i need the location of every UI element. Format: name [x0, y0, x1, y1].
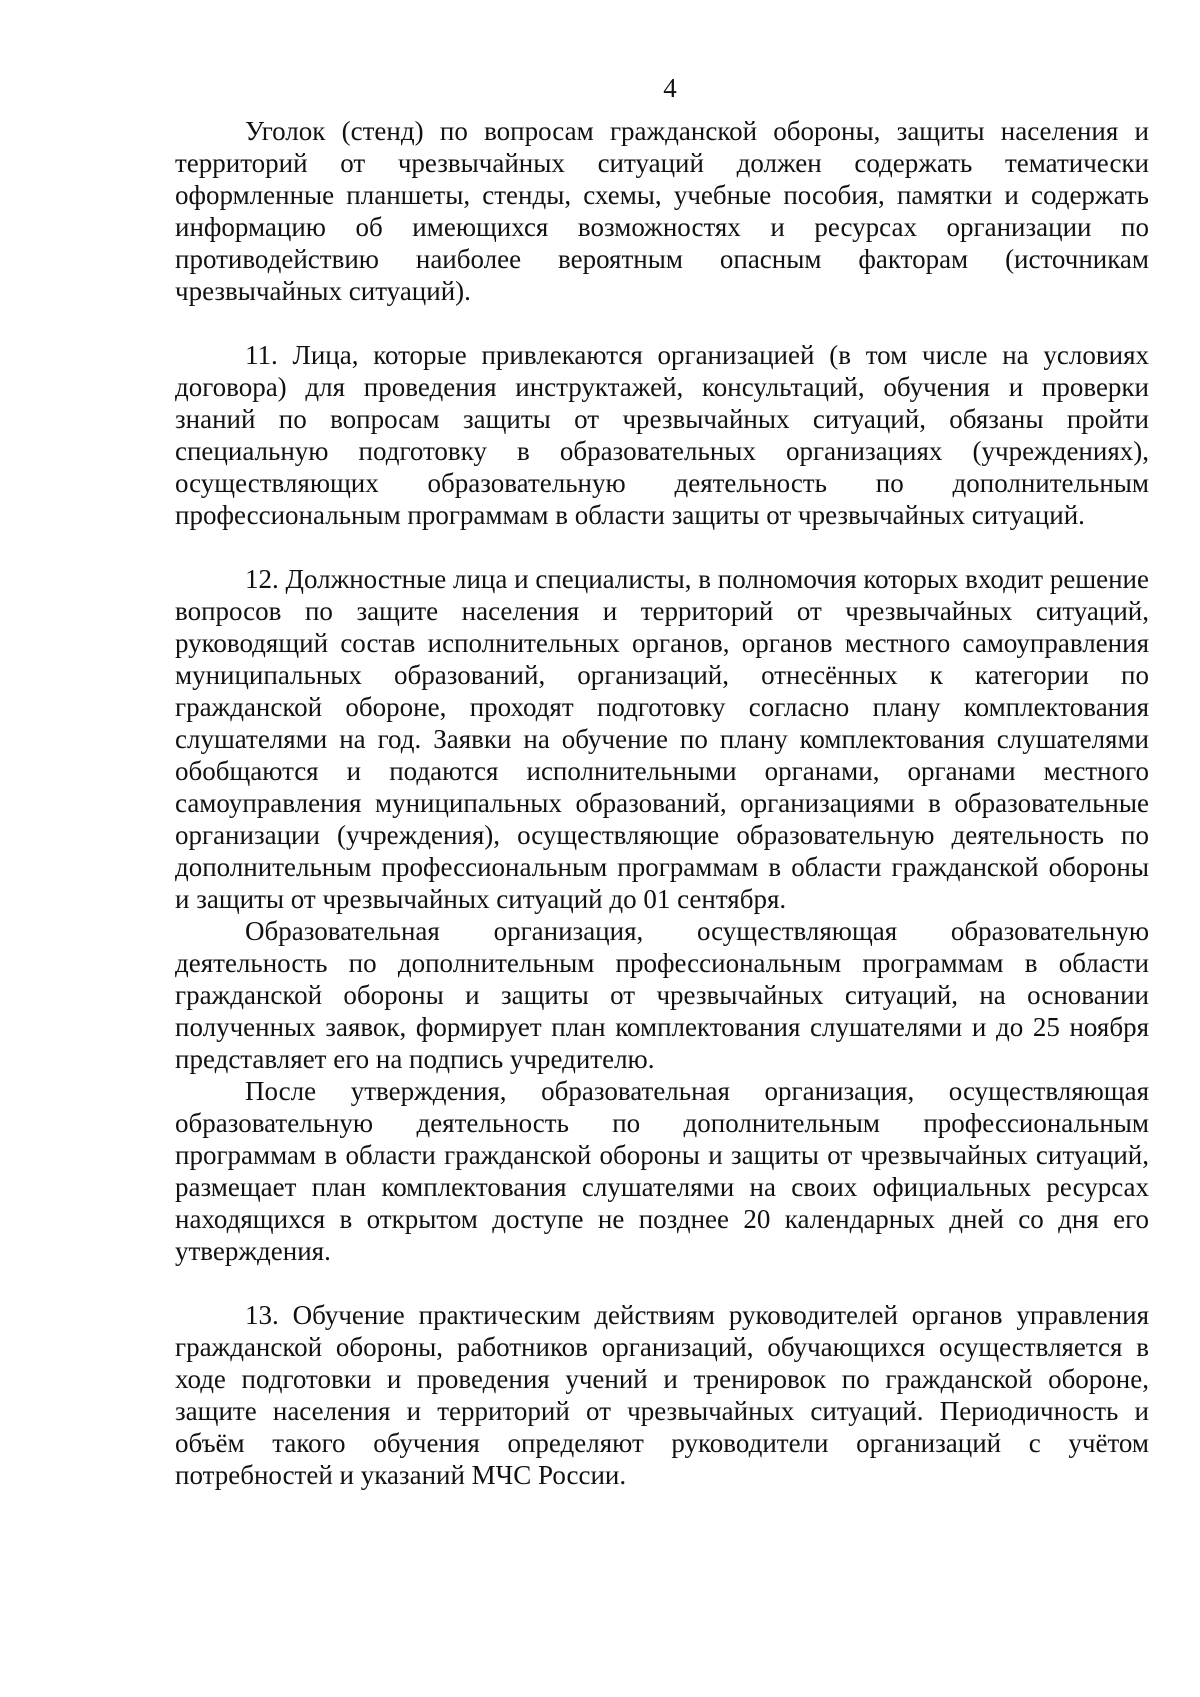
paragraph-item-13: 13. Обучение практическим действиям руководителей органов управления гражданской обороны, работников организаций, обучающихся осуществляется в ходе подготовки и проведения учений и тренировок по гражданской обороне, защите населения и территорий от чрезвычайных ситуаций. Периодичность и объём такого обучения определяют руководители организаций с учётом потребностей и указаний МЧС России.: [175, 1300, 1149, 1490]
paragraph-item-12-publication: После утверждения, образовательная организация, осуществляющая образовательную деятельность по дополнительным профессиональным программам в области гражданской обороны и защиты от чрезвычайных ситуаций, размещает план комплектования слушателями на своих официальных ресурсах находящихся в открытом доступе не позднее 20 календарных дней со дня его утверждения.: [175, 1076, 1149, 1266]
paragraph-item-11: 11. Лица, которые привлекаются организацией (в том числе на условиях договора) для проведения инструктажей, консультаций, обучения и проверки знаний по вопросам защиты от чрезвычайных ситуаций, обязаны пройти специальную подготовку в образовательных организациях (учреждениях), осуществляющих образовательную деятельность по дополнительным профессиональным программам в области защиты от чрезвычайных ситуаций.: [175, 340, 1149, 530]
paragraph-item-12: 12. Должностные лица и специалисты, в полномочия которых входит решение вопросов по защите населения и территорий от чрезвычайных ситуаций, руководящий состав исполнительных органов, органов местного самоуправления муниципальных образований, организаций, отнесённых к категории по гражданской обороне, проходят подготовку согласно плану комплектования слушателями на год. Заявки на обучение по плану комплектования слушателями обобщаются и подаются исполнительными органами, органами местного самоуправления муниципальных образований, организациями в образовательные организации (учреждения), осуществляющие образовательную деятельность по дополнительным профессиональным программам в области гражданской обороны и защиты от чрезвычайных ситуаций до 01 сентября.: [175, 564, 1149, 914]
paragraph-stand-requirements: Уголок (стенд) по вопросам гражданской обороны, защиты населения и территорий от чрезвычайных ситуаций должен содержать тематически оформленные планшеты, стенды, схемы, учебные пособия, памятки и содержать информацию об имеющихся возможностях и ресурсах организации по противодействию наиболее вероятным опасным факторам (источникам чрезвычайных ситуаций).: [175, 116, 1149, 306]
document-body: [175, 115, 1149, 1491]
paragraph-item-12-training-plan: Образовательная организация, осуществляющая образовательную деятельность по дополнительным профессиональным программам в области гражданской обороны и защиты от чрезвычайных ситуаций, на основании полученных заявок, формирует план комплектования слушателями и до 25 ноября представляет его на подпись учредителю.: [175, 916, 1149, 1074]
page-number: 4: [663, 73, 677, 103]
